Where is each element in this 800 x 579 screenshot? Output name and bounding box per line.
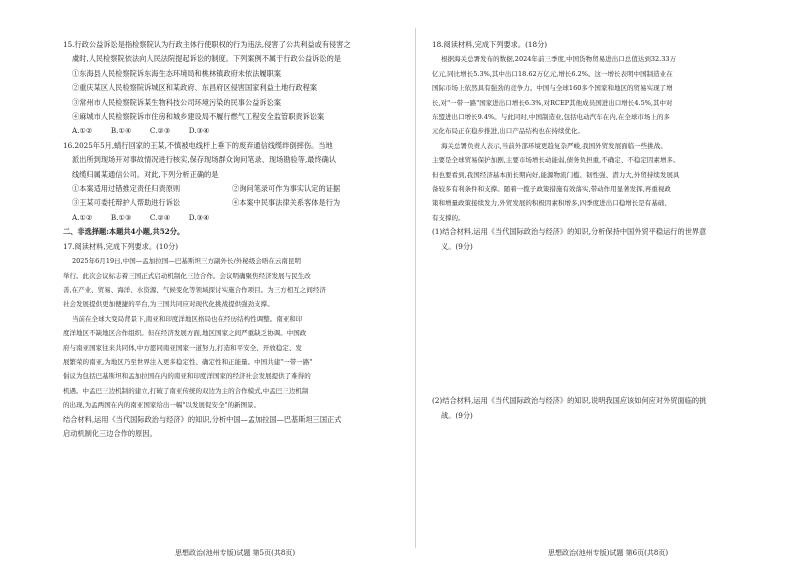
q18-para2-line4: 备较多有利条件和支撑。随着一揽子政策措施有效落实,带动作用显著发挥,再重视政 — [432, 185, 671, 194]
q18-para1-line3: 国际市场上依然具有强劲的竞争力。中国与全球160多个国家和地区的贸易实现了增 — [432, 84, 673, 93]
q18-para1-line2: 亿元,同比增长5.3%,其中出口18.62万亿元,增长6.2%。这一增长表明中国制造业在 — [432, 69, 673, 78]
q16-options-row2 — [63, 196, 408, 210]
q17-para1-line4: 社会发展提供更加便捷的平台,为三国共同应对现代化挑战提供强劲支撑。 — [63, 300, 274, 309]
q17-para2-line6: 机遇。中孟巴三边机制的建立,打破了南亚传统的双边为主的合作模式,中孟巴三边机制 — [63, 386, 309, 395]
q18-para1-line4: 长,对"一带一路"国家进出口增长6.3%,对RCEP其他成员国进出口增长4.5%,其中对 — [432, 98, 673, 107]
q18-para2-line2: 主要是全球贸易保护加剧,主要市场增长动能弱,债务负担重,不确定、不稳定因素增多。 — [432, 156, 680, 165]
q17-stem: 17.阅读材料,完成下列要求。(10分) — [63, 241, 179, 251]
q17-para2-line5: 倡议为包括巴基斯坦和孟加拉国在内的南亚和印度洋国家的经济社会发展提供了难得的 — [63, 372, 311, 381]
q15-option-3: ③常州市人民检察院诉某生物科技公司环境污染的民事公益诉讼案 — [72, 97, 282, 107]
q18-para2-line5: 策和增量政策接续发力,外贸发展的积极因素积增多,四季度进出口稳增长是有基础、 — [432, 199, 671, 208]
right-page — [432, 38, 775, 423]
q15-choices: A.①② B.①④ C.②③ D.③④ — [72, 126, 210, 136]
q17-task-line1: 结合材料,运用《当代国际政治与经济》的知识,分析中国—孟加拉国—巴基斯坦三国正式 — [63, 414, 342, 424]
q17-task-line2: 启动机制化三边合作的原因。 — [63, 428, 157, 438]
q16-option-4: ④本案中民事法律关系客体是行为 — [232, 198, 341, 208]
q17-para2-line7: 的出现,为孟两国在内的南亚国家给出一幅"以发展促安全"的新图景。 — [63, 401, 261, 410]
page-divider — [415, 28, 416, 548]
page-footer-right: 思想政治(池州专版)试题 第6页(共8页) — [548, 549, 669, 557]
q17-para2-line3: 府与南亚国家往来共同体,中方愿同南亚国家一道努力,打造和平安全、开放稳定、发 — [63, 343, 302, 352]
q18-para2-line6: 有支撑的。 — [432, 213, 465, 222]
q16-options-row1 — [63, 182, 408, 196]
q17-para2-line2: 度洋地区不缺地区合作组织。但在经济发展方面,地区国家之间严重缺乏协调。中国政 — [63, 329, 307, 338]
answer-space-1 — [432, 254, 775, 394]
page-footer-left: 思想政治(池州专版)试题 第5页(共8页) — [175, 549, 296, 557]
q16-stem-cont2: 线缆归属某通信公司。对此,下列分析正确的是 — [72, 169, 219, 179]
left-page — [63, 38, 408, 441]
q16-option-1: ①本案适用过错推定责任归责原则 — [72, 184, 181, 194]
q17-para2-line4: 展繁荣的南亚,为地区乃至世界注入更多稳定性、确定性和正能量。中国共建"一带一路" — [63, 357, 313, 366]
q17-para1-line3: 善,在产业、贸易、海洋、水资源、气候变化等领域探讨实施合作项目。为三方相互之间经济 — [63, 285, 326, 294]
q16-stem: 16.2025年5月,蜻行回家的王某,不慎被电线杆上垂下的废弃通信线缆绊倒摔伤。当地 — [63, 140, 333, 150]
q15-option-2: ②重庆某区人民检察院诉城区和某政府、东昌府区侵害国家利益土地行政程案 — [72, 83, 318, 93]
q17-para2-line1: 当前在全球大变局背景下,南亚和印度洋地区格局也在经历结构性调整。南亚和印 — [72, 314, 303, 323]
q18-task2-line1: (2)结合材料,运用《当代国际政治与经济》的知识,说明我国应该如何应对外贸面临的挑 — [432, 396, 707, 406]
q18-task1-line2: 义。(9分) — [441, 241, 473, 251]
q17-para1-line2: 举行。此次会议标志着三国正式启动机制化三边合作。会议明确聚焦经济发展与民生改 — [63, 271, 311, 280]
q18-stem: 18.阅读材料,完成下列要求。(18分) — [432, 40, 548, 49]
q15-stem: 15.行政公益诉讼是指检察院认为行政主体行使职权的行为违法,侵害了公共利益或有侵害之 — [63, 40, 351, 49]
q17-para1-line1: 2025年6月19日,中国—孟加拉国—巴基斯坦三方副外长/外秘级会晤在云南昆明 — [72, 257, 301, 266]
q15-stem-cont: 虞时,人民检察院依法向人民法院提起诉讼的制度。下列案例不属于行政公益诉讼的是 — [72, 54, 341, 64]
q18-para1-line5: 东盟进出口增长9.4%。与此同时,中国制造业,包括电动汽车在内,在全球市场上的多 — [432, 113, 671, 122]
q18-task2-line2: 战。(9分) — [441, 410, 473, 420]
q18-para2-line1: 海关总署负责人表示,当前外部环境更趋复杂严峻,我国外贸发展面临一些挑战。 — [441, 141, 667, 150]
q16-stem-cont: 派出所到现场开对事故情况进行核实,保存现场群众询问笔录、现场勘验等,最终确认 — [72, 155, 337, 165]
q15-option-1: ①东海县人民检察院诉东海生态环境局和桃林镇政府未依法履职案 — [72, 68, 282, 78]
q16-choices: A.①② B.①③ C.②④ D.③④ — [72, 212, 210, 222]
q18-para1-line1: 根据海关总署发布的数据,2024年前三季度,中国货物贸易进出口总值达到32.33万 — [441, 55, 677, 64]
q18-para1-line6: 元化布局正在稳步推进,出口产品结构也在持续优化。 — [432, 127, 585, 136]
section-heading: 二、非选择题:本题共4小题,共52分。 — [63, 227, 185, 237]
q18-task1-line1: (1)结合材料,运用《当代国际政治与经济》的知识,分析保持中国外贸平稳运行的世界意 — [432, 227, 707, 237]
q16-option-3: ③王某可委托辩护人帮助进行诉讼 — [72, 198, 181, 208]
q18-para2-line3: 但也要看到,我国经济基本面长期向好,能源物流门槛、韧性强、潜力大,外贸持续发展具 — [432, 170, 680, 179]
q16-option-2: ②询问笔录可作为事实认定的证据 — [232, 184, 341, 194]
q15-option-4: ④麻城市人民检察院诉市住房和城乡建设局不履行燃气工程安全监管职责诉讼案 — [72, 112, 325, 122]
